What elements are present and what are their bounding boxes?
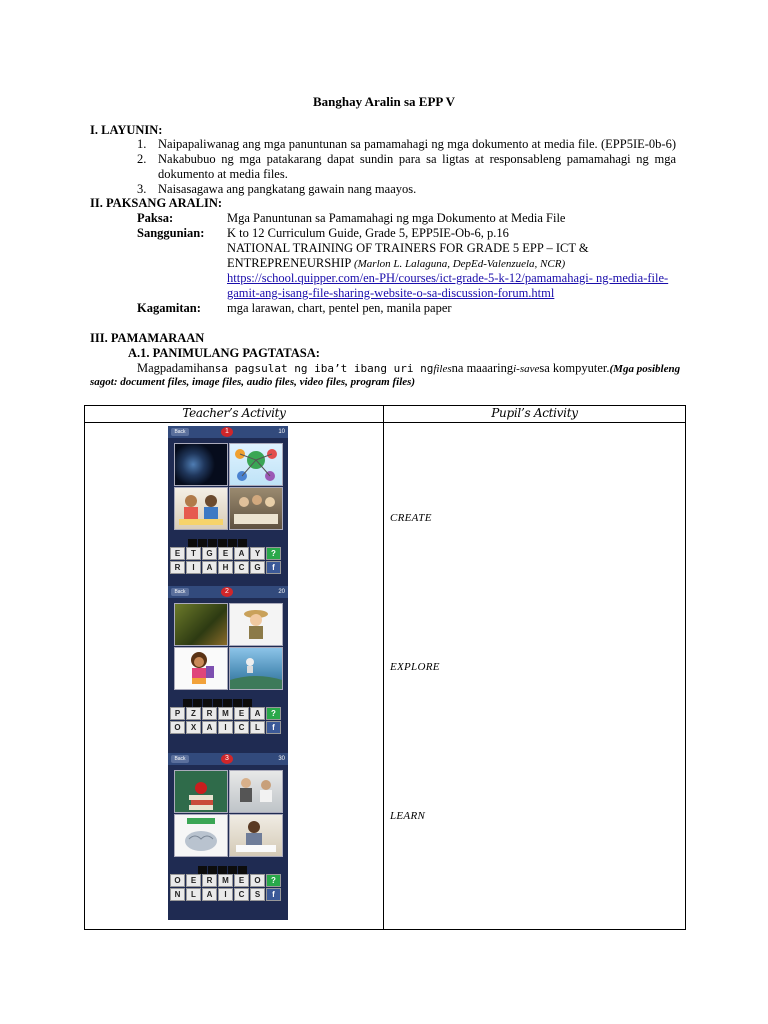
letter-key: G [202,547,217,560]
letter-key: R [202,874,217,887]
back-button: Back [171,755,189,763]
letter-key: G [250,561,265,574]
answer-slots [183,696,253,704]
sanggunian-author: (Marlon L. Lalaguna, DepEd-Valenzuela, NCR) [353,258,566,270]
quipper-link[interactable]: https://school.quipper.com/en-PH/courses/ict-grade-5-k-12/pamamahagi- ng-media-file- [227,271,669,285]
hint-key: ? [266,874,281,887]
level-badge: 2 [221,587,233,597]
letter-keys-row [170,888,286,900]
letter-key: O [250,874,265,887]
facebook-icon: f [266,721,281,734]
letter-key: Z [186,707,201,720]
answer-learn: LEARN [390,810,426,822]
objective-text-continued: dokumento at media files. [158,167,288,181]
letter-key: L [250,721,265,734]
possible-answers-list: sagot: document files, image files, audio files, video files, program files) [90,376,416,388]
letter-key: A [202,721,217,734]
letter-key: P [170,707,185,720]
paksa-value: Mga Panuntunan sa Pamamahagi ng mga Dokumento at Media File [227,211,566,225]
teacher-activity-header: Teacher’s Activity [85,406,384,423]
letter-key: H [218,561,233,574]
puzzle-screenshot [168,426,288,593]
letter-key: A [202,561,217,574]
kagamitan-value: mga larawan, chart, pentel pen, manila paper [227,301,452,315]
letter-key: C [234,888,249,901]
letter-keys-row [170,561,286,573]
letter-key: M [218,874,233,887]
teacher-activity-cell [85,423,384,930]
letter-key: E [218,547,233,560]
letter-key: E [234,707,249,720]
letter-key: M [218,707,233,720]
dora-cartoon-image [174,647,228,690]
objective-number: 3. [137,182,147,196]
letter-key: A [202,888,217,901]
coin-count: 30 [278,756,285,762]
letter-key: E [234,874,249,887]
puzzle-screenshot [168,753,288,920]
page-title: Banghay Aralin sa EPP V [312,94,456,109]
answer-create: CREATE [390,512,432,524]
answer-slots [188,536,248,544]
coin-count: 10 [278,429,285,435]
letter-key: C [234,561,249,574]
instruction-files: files [433,363,452,375]
letter-keys-row [170,547,286,559]
sanggunian-line: NATIONAL TRAINING OF TRAINERS FOR GRADE 5 EPP – ICT & [227,241,589,255]
picture-grid [174,770,282,856]
letter-key: R [202,707,217,720]
puzzle-screenshot [168,586,288,753]
paksa-label: Paksa: [137,211,174,225]
instruction-word: sa kompyuter. [539,361,610,375]
instruction-word: Magpadamihan [137,361,215,375]
back-button: Back [171,588,189,596]
section-layunin-heading: I. LAYUNIN: [90,123,163,137]
coin-count: 20 [278,589,285,595]
student-writing-image [229,814,283,857]
instruction-paragraph [137,361,681,376]
objective-number: 1. [137,137,147,151]
letter-key: A [250,707,265,720]
section-pamamaraan-heading: III. PAMAMARAAN [90,331,205,345]
letter-key: S [250,888,265,901]
answer-explore: EXPLORE [390,661,440,673]
pupil-activity-cell [384,423,686,930]
picture-grid [174,443,282,529]
facebook-icon: f [266,888,281,901]
letter-key: O [170,874,185,887]
jungle-image [174,603,228,646]
letter-key: Y [250,547,265,560]
panimulang-pagtatasa-heading: A.1. PANIMULANG PAGTATASA: [128,346,320,360]
letter-key: L [186,888,201,901]
sanggunian-line: ENTREPRENEURSHIP [227,256,351,270]
letter-key: I [218,721,233,734]
letter-keys-row [170,874,286,886]
answer-slots [198,863,248,871]
level-badge: 3 [221,754,233,764]
pupil-activity-header: Pupil’s Activity [384,406,686,423]
letter-key: A [234,547,249,560]
classroom-image [229,770,283,813]
letter-keys-row [170,707,286,719]
level-badge: 1 [221,427,233,437]
instruction-phrase: sa pagsulat ng iba’t ibang uri ng [214,362,434,375]
picture-grid [174,603,282,689]
letter-key: E [186,874,201,887]
books-apple-image [174,770,228,813]
connected-world-image [229,443,283,486]
back-button: Back [171,428,189,436]
kids-drawing-image [174,487,228,530]
letter-keys-row [170,721,286,733]
letter-key: O [170,721,185,734]
quipper-link-continued[interactable]: gamit-ang-isang-file-sharing-website-o-sa-discussion-forum.html [227,286,555,300]
letter-key: E [170,547,185,560]
sanggunian-line: K to 12 Curriculum Guide, Grade 5, EPP5IE-Ob-6, p.16 [227,226,509,240]
letter-key: R [170,561,185,574]
hint-key: ? [266,547,281,560]
planet-image [174,443,228,486]
letter-key: X [186,721,201,734]
letter-key: N [170,888,185,901]
letter-key: T [186,547,201,560]
instruction-possible-answers: (Mga posibleng [609,363,681,375]
explorer-cartoon-image [229,603,283,646]
space-explore-image [229,647,283,690]
facebook-icon: f [266,561,281,574]
hint-key: ? [266,707,281,720]
kagamitan-label: Kagamitan: [137,301,201,315]
objective-text: Naipapaliwanag ang mga panuntunan sa pamamahagi ng mga dokumento at media file. (EPP5IE-0b-6) [158,137,676,151]
objective-number: 2. [137,152,147,166]
brain-image [174,814,228,857]
letter-key: C [234,721,249,734]
sanggunian-label: Sanggunian: [137,226,205,240]
instruction-word: na maaaring [451,361,514,375]
activity-table [84,405,686,930]
group-work-image [229,487,283,530]
letter-key: I [218,888,233,901]
objective-text: Nakabubuo ng mga patakarang dapat sundin para sa ligtas at responsableng pamamahagi ng mga [158,152,676,166]
objective-text: Naisasagawa ang pangkatang gawain nang maayos. [158,182,417,196]
instruction-isave: i-save [513,363,540,375]
letter-key: I [186,561,201,574]
section-paksang-aralin-heading: II. PAKSANG ARALIN: [90,196,223,210]
